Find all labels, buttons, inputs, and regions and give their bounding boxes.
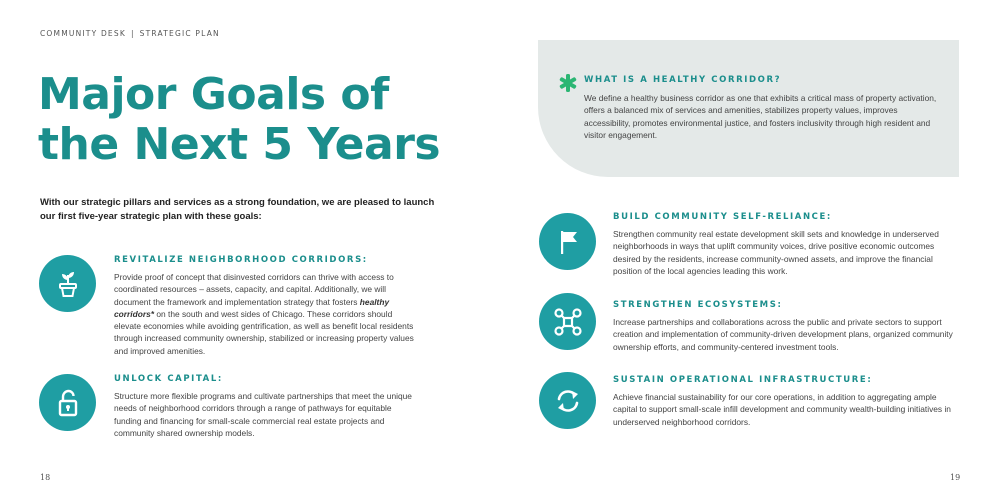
callout-body: We define a healthy business corridor as one that exhibits a critical mass of property activation, offers a balanced mix of services and amenities, stabilizes property values, improves accessibility, promotes environmental justice, and fosters inclusivity through high resident and visitor engagement. [584,93,937,140]
page-number-left: 18 [40,473,51,482]
plant-pot-icon [39,255,96,312]
goal-body: Achieve financial sustainability for our core operations, in addition to aggregating ample capital to support small-scale infill development and community wealth-building initiatives in underserved neighborhood corridors. [613,392,951,427]
healthy-corridor-callout [538,40,959,177]
goal-body: Increase partnerships and collaborations across the public and private sectors to support creation and implementation of community-driven development plans, organized community ownership efforts, and community-centered investment tools. [613,317,953,352]
page-title [38,70,468,170]
header-separator: | [130,29,135,38]
goal-heading: SUSTAIN OPERATIONAL INFRASTRUCTURE: [613,375,873,385]
goal-heading: REVITALIZE NEIGHBORHOOD CORRIDORS: [114,255,368,265]
title-line-1: Major Goals of [38,69,389,120]
running-header [40,29,220,38]
header-subsection: STRATEGIC PLAN [139,29,220,38]
healthy-corridors-term: healthy corridors* [114,296,390,319]
refresh-icon [539,372,596,429]
header-section: COMMUNITY DESK [40,29,126,38]
goal-heading: STRENGTHEN ECOSYSTEMS: [613,300,783,310]
goal-heading: UNLOCK CAPITAL: [114,374,223,384]
intro-paragraph: With our strategic pillars and services as a strong foundation, we are pleased to launch our first five-year strategic plan with these goals: [40,197,435,222]
asterisk-icon [558,73,578,93]
title-line-2: the Next 5 Years [38,119,441,170]
goal-body: Strengthen community real estate development skill sets and knowledge in underserved neighborhoods in ways that uplift community voices, drive positive economic outcomes desired by the residents, increase community-owned assets, and improve the financial position of the local agencies leading this work. [613,229,939,276]
goal-body: Provide proof of concept that disinvested corridors can thrive with access to coordinated resources – assets, capacity, and capital. Additionally, we will document the framework and implementation strategy that fosters healthy corridors* on the south and west sides of Chicago. These corridors should elevate economies while avoiding gentrification, as well as benefit local residents through increased community ownership, stabilized or increasing property values and improved amenities. [114,272,414,356]
network-icon [539,293,596,350]
goal-body: Structure more flexible programs and cultivate partnerships that meet the unique needs of neighborhood corridors through a range of pathways for equitable funding and financing for small-scale commercial real estate projects and community shared ownership models. [114,391,412,438]
flag-icon [539,213,596,270]
callout-heading: WHAT IS A HEALTHY CORRIDOR? [584,75,782,85]
goal-heading: BUILD COMMUNITY SELF-RELIANCE: [613,212,832,222]
page-number-right: 19 [950,473,961,482]
unlock-icon [39,374,96,431]
